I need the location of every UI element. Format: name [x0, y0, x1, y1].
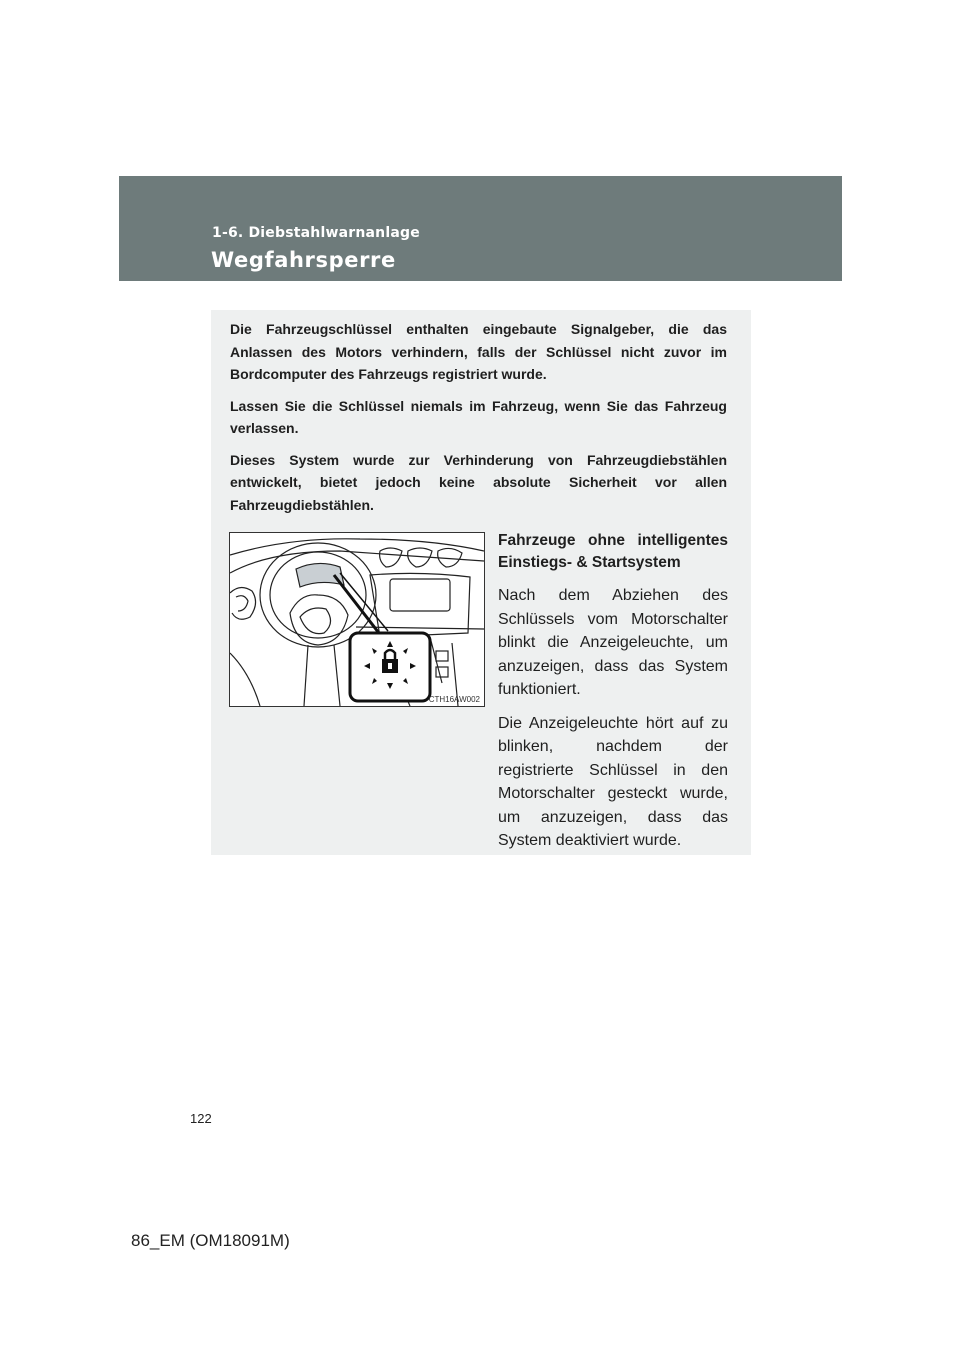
section-paragraph: Nach dem Abziehen des Schlüssels vom Motorschalter blinkt die Anzeigeleuchte, um anzuzeigen, dass das System funktioniert.	[498, 587, 728, 698]
section-paragraph: Die Anzeigeleuchte hört auf zu blinken, nachdem der registrierte Schlüssel in den Motorschalter gesteckt wurde, um anzuzeigen, dass das System deaktiviert wurde.	[498, 714, 728, 849]
illustration-code: CTH16AW002	[428, 695, 480, 704]
page-title: Wegfahrsperre	[211, 248, 396, 272]
chapter-header	[119, 176, 842, 281]
intro-paragraph: Dieses System wurde zur Verhinderung von Fahrzeugdiebstählen entwickelt, bietet jedoch keine absolute Sicherheit vor allen Fahrzeugdiebstählen.	[230, 451, 727, 513]
intro-text	[230, 318, 727, 525]
dashboard-illustration	[229, 532, 485, 707]
dashboard-drawing	[230, 533, 484, 706]
content-box	[211, 310, 751, 855]
section-heading: Fahrzeuge ohne intelligentes Einstiegs- & Startsystem	[498, 532, 728, 571]
section-column	[498, 530, 728, 853]
section-label: 1-6. Diebstahlwarnanlage	[212, 225, 420, 241]
page-number: 122	[190, 1111, 212, 1126]
intro-paragraph: Die Fahrzeugschlüssel enthalten eingebaute Signalgeber, die das Anlassen des Motors verhindern, falls der Schlüssel nicht zuvor im Bordcomputer des Fahrzeugs registriert wurde.	[230, 321, 727, 382]
document-code: 86_EM (OM18091M)	[131, 1231, 290, 1250]
intro-paragraph: Lassen Sie die Schlüssel niemals im Fahrzeug, wenn Sie das Fahrzeug verlassen.	[230, 397, 727, 436]
